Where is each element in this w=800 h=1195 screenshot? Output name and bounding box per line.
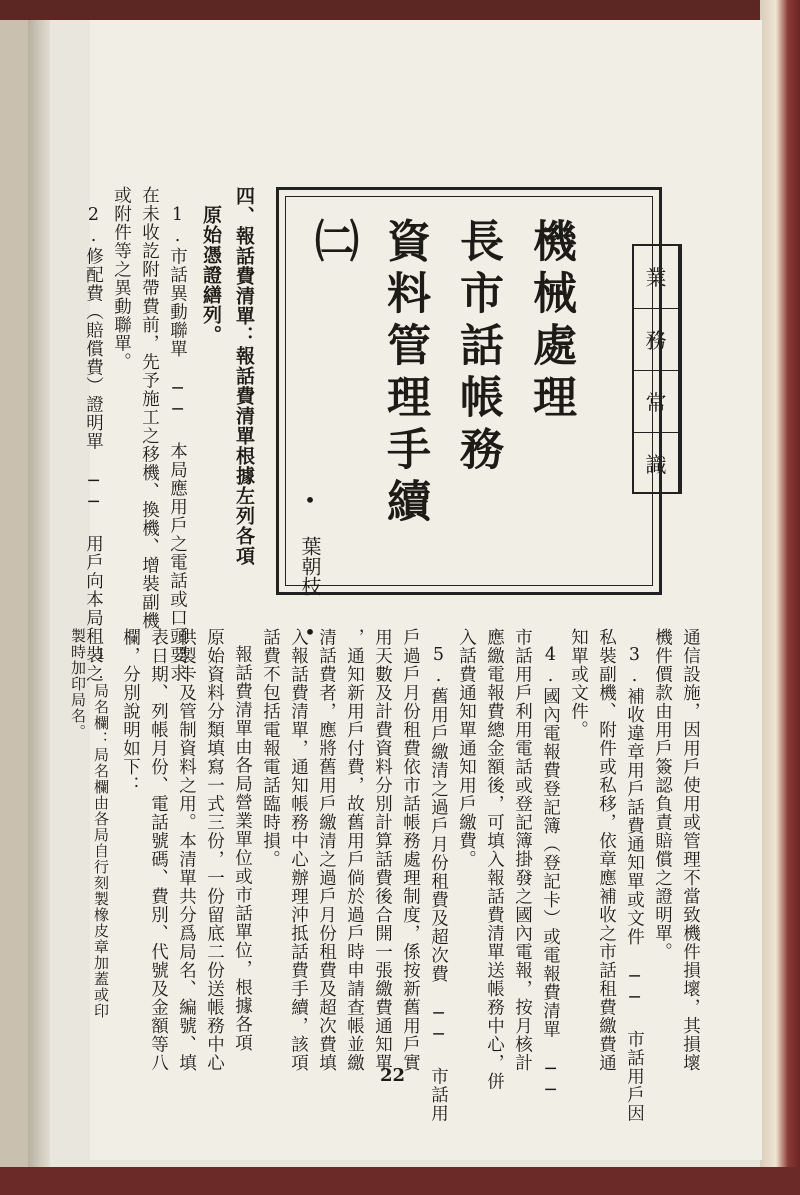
section-heading: 四、報話費清單：報話費清單根據左列各項 [233, 186, 255, 566]
title-line-2: 長市話帳務 [452, 218, 503, 478]
body-column: 2.修配費（賠償費）證明單 ── 用戶向本局租裝之 [83, 205, 104, 683]
book-cover-bottom [0, 1167, 800, 1195]
column-tag-char: 業 [645, 266, 667, 290]
body-column: 製時加印局名。 [69, 628, 87, 740]
section-heading-cont: 原始憑證繕列。 [200, 205, 222, 345]
body-column: 入報話費清單，通知帳務中心辦理沖抵話費手續，該項 [288, 628, 309, 1072]
body-column: 入話費通知單通知用戶繳費。 [456, 628, 477, 869]
author-byline: • 葉朝枝 • [298, 488, 322, 644]
body-column: 用天數及計費資料分別計算話費後合開一張繳費通知單 [372, 628, 393, 1072]
body-column: 1.市話異動聯單 ── 本局應用戶之電話或口頭要求 [167, 205, 188, 683]
page-edges [760, 0, 800, 1195]
body-column: 應繳電報費總金額後，可填入報話費清單送帳務中心，併 [484, 628, 505, 1091]
binding-shadow [28, 0, 50, 1195]
book-binding [0, 0, 28, 1195]
column-tag-char: 識 [634, 432, 678, 494]
body-column: 4.國內電報費登記簿（登記卡）或電報費清單 ── [540, 645, 561, 1102]
body-column: 機件價款由用戶簽認負責賠償之證明單。 [652, 628, 673, 961]
body-column: 私裝副機、附件或私移，依章應補收之市話租費繳費通 [596, 628, 617, 1072]
title-part-number: ㈡ [307, 218, 358, 270]
body-column: 3.補收違章用戶話費通知單或文件 ── 市話用戶因 [624, 645, 645, 1123]
body-column: ，通知新用戶付費，故舊用戶倘於過戶時申請查帳並繳 [344, 628, 365, 1072]
body-column: 或附件等之異動聯單。 [111, 186, 132, 371]
body-column: 表日期、列帳月份、電話號碼、費別、代號及金額等八 [148, 628, 169, 1072]
title-line-3: 資料管理手續 [379, 218, 430, 530]
title-line-1: 機械處理 [525, 218, 576, 426]
body-column: 知單或文件。 [568, 628, 589, 739]
book-cover-top [0, 0, 800, 20]
column-tag-char: 務 [634, 308, 678, 370]
body-column: 5.舊用戶繳清之過戶月份租費及超次費 ── 市話用 [428, 645, 449, 1123]
body-column: 話費不包括電報電話臨時損。 [260, 628, 281, 869]
body-column: 市話用戶利用電話或登記簿掛發之國內電報，按月核計 [512, 628, 533, 1072]
body-column: 供製卡及管制資料之用。本清單共分爲局名、編號、填 [176, 628, 197, 1072]
body-column: 1.局名欄：局名欄由各局自行刻製橡皮章加蓋或印 [92, 645, 110, 1019]
body-column: 報話費清單由各局營業單位或市話單位，根據各項 [232, 645, 253, 1052]
body-column: 原始資料分類填寫一式三份，一份留底二份送帳務中心 [204, 628, 225, 1072]
body-column: 清話費者，應將舊用戶繳清之過戶月份租費及超次費填 [316, 628, 337, 1072]
body-column: 欄，分別說明如下： [120, 628, 141, 795]
page-number: 22 [380, 1065, 406, 1086]
body-column: 通信設施，因用戶使用或管理不當致機件損壞，其損壞 [680, 628, 701, 1072]
column-tag-char: 常 [634, 370, 678, 432]
body-column: 在未收訖附帶費前，先予施工之移機、換機、增裝副機 [139, 186, 160, 630]
body-column: 戶過戶月份租費依市話帳務處理制度，係按新舊用戶實 [400, 628, 421, 1072]
